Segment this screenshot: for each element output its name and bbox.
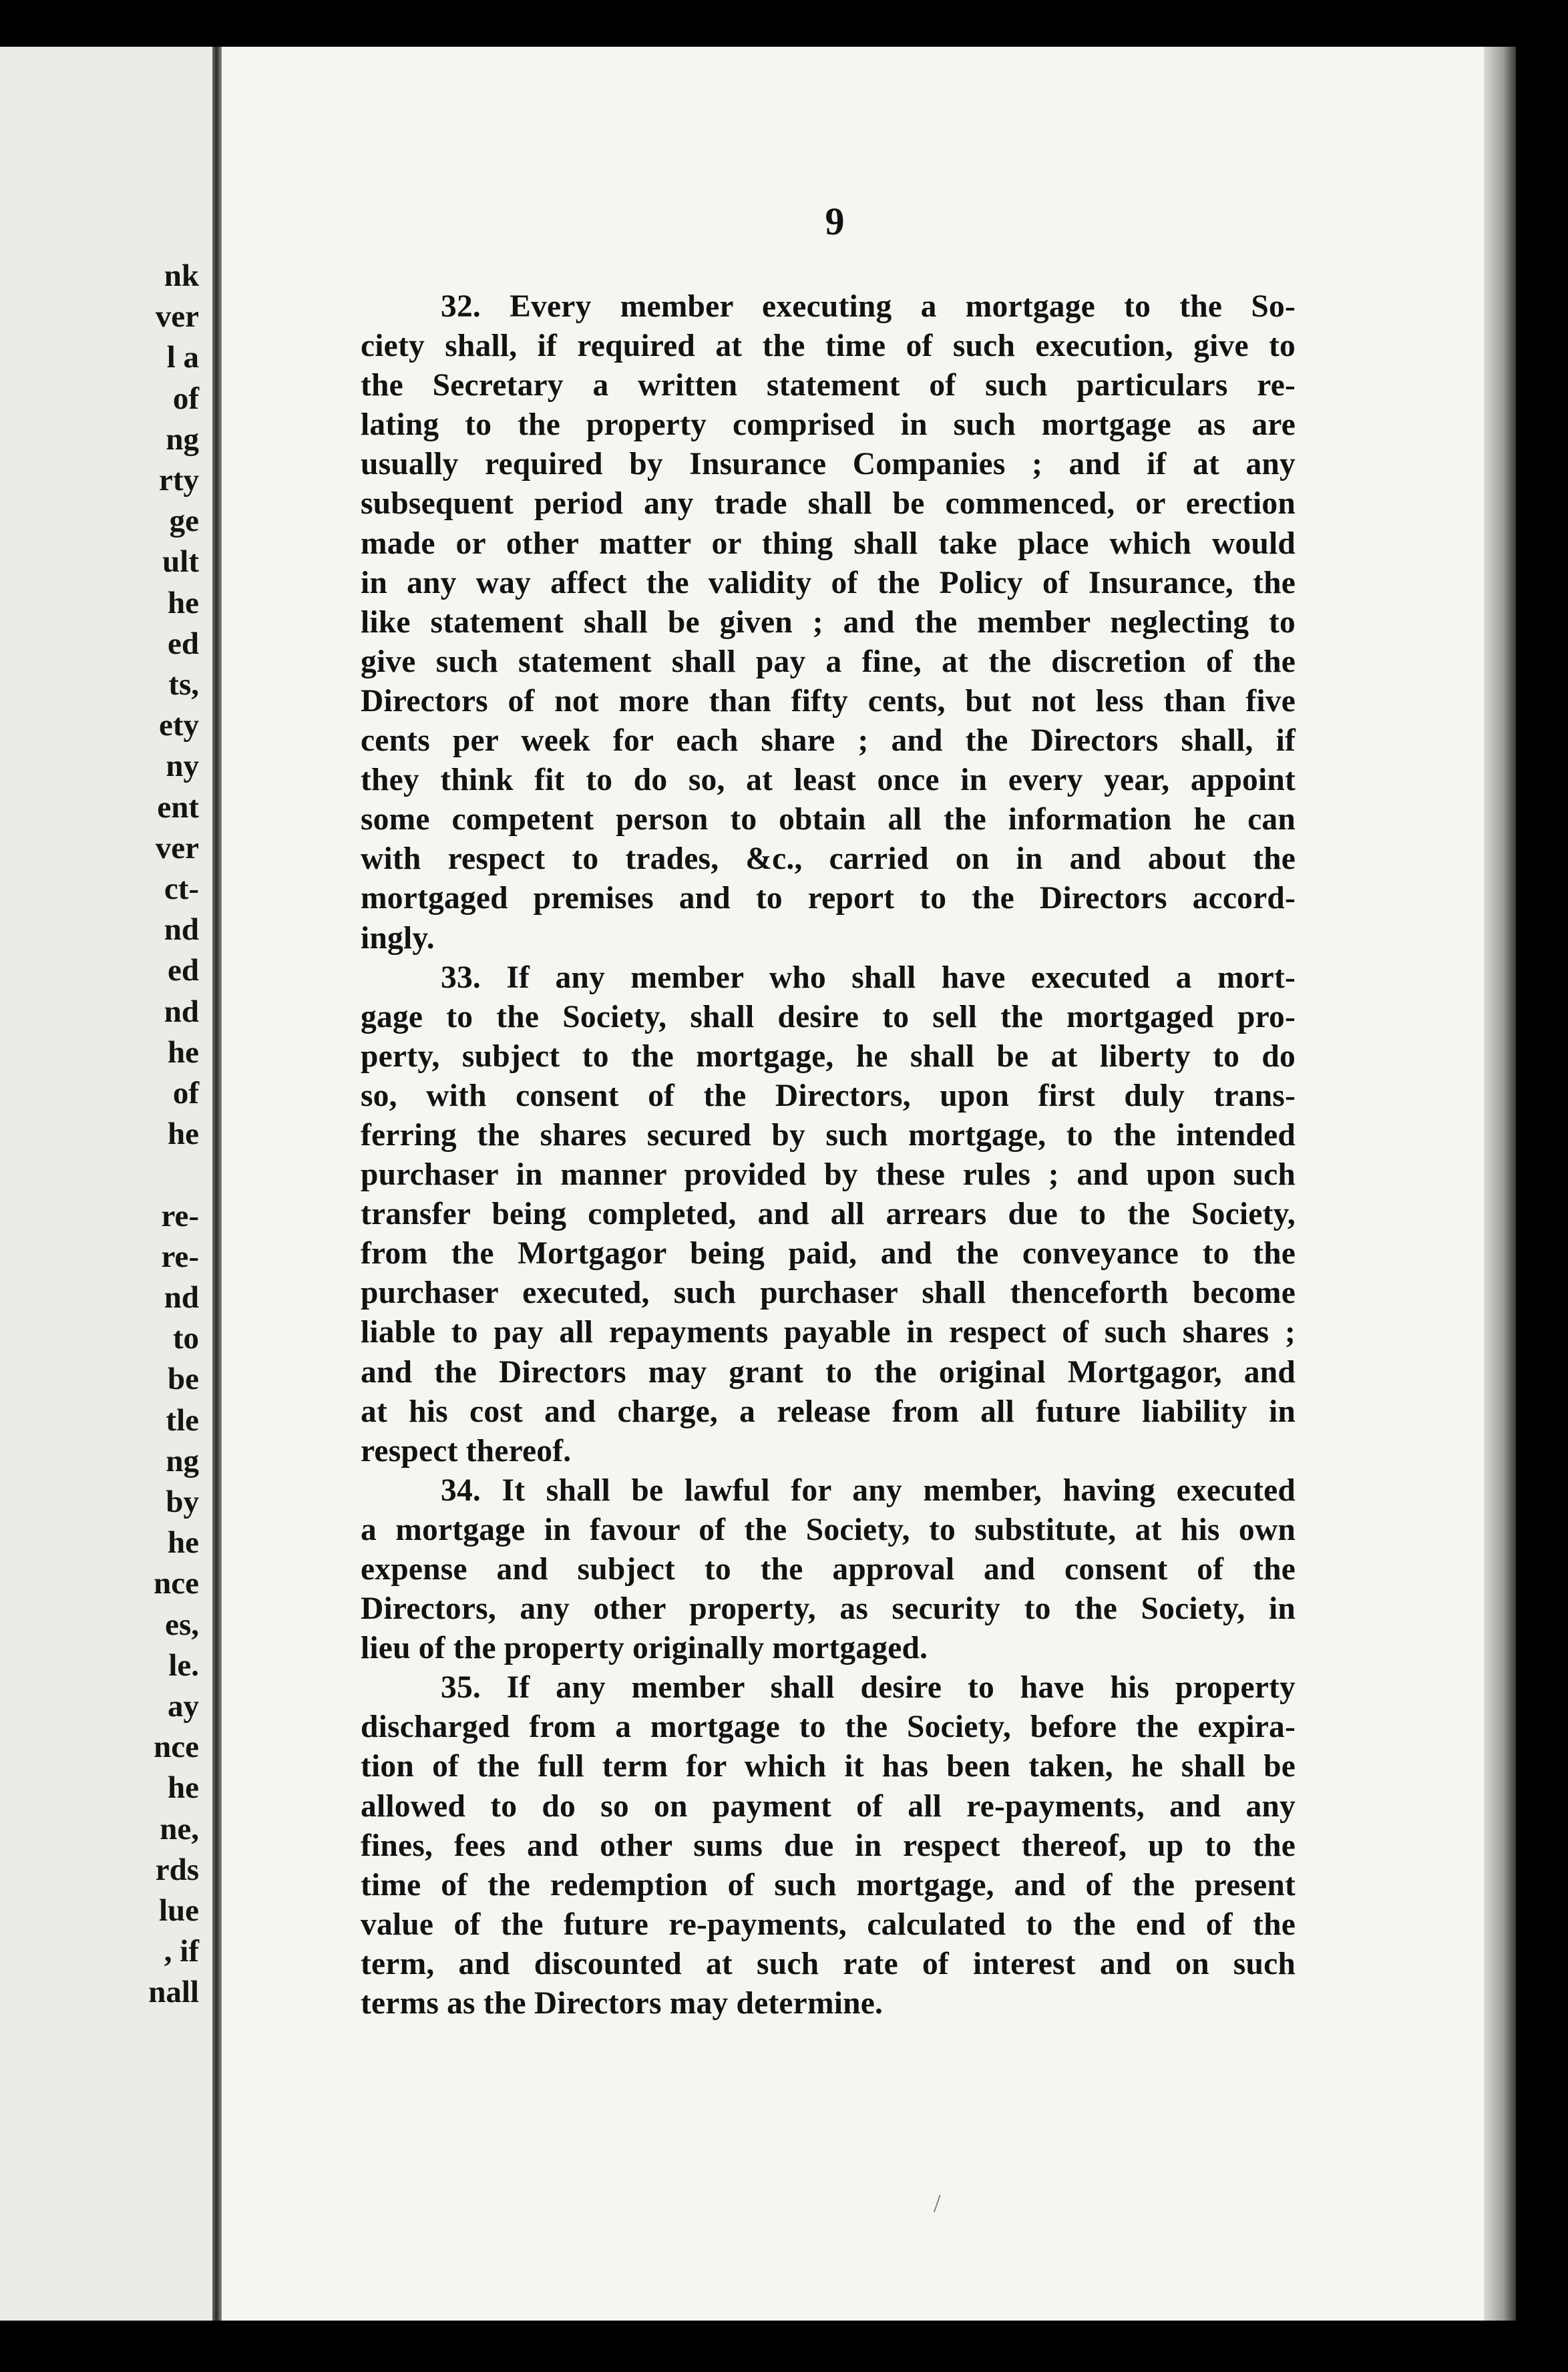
previous-page-fragment: ng [166, 1443, 199, 1478]
text-line: liable to pay all repayments payable in respect of such shares ; [361, 1315, 1296, 1350]
text-line: expense and subject to the approval and consent of the [361, 1552, 1296, 1587]
text-line: ingly. [361, 920, 435, 956]
text-line: value of the future re-payments, calculated to the end of the [361, 1907, 1296, 1942]
previous-page-fragment: ay [168, 1689, 199, 1724]
previous-page-fragment: nd [164, 994, 199, 1029]
previous-page-fragment: ed [168, 953, 199, 988]
text-line: usually required by Insurance Companies ; and if at any [361, 447, 1296, 482]
stray-mark: / [934, 2190, 941, 2218]
text-line: and the Directors may grant to the original Mortgagor, and [361, 1354, 1296, 1390]
previous-page-fragment: re- [161, 1198, 199, 1233]
text-line: mortgaged premises and to report to the Directors accord- [361, 881, 1296, 916]
text-line: so, with consent of the Directors, upon first duly trans- [361, 1078, 1296, 1113]
text-line: they think fit to do so, at least once in every year, appoint [361, 763, 1296, 798]
text-line: purchaser executed, such purchaser shall thenceforth become [361, 1275, 1296, 1311]
previous-page-fragment: nd [164, 1280, 199, 1315]
text-line: lieu of the property originally mortgaged. [361, 1631, 928, 1666]
text-line: with respect to trades, &c., carried on in and about the [361, 841, 1296, 877]
previous-page-fragment: he [168, 585, 199, 620]
text-line: fines, fees and other sums due in respect thereof, up to the [361, 1828, 1296, 1863]
previous-page-fragment: be [168, 1362, 199, 1397]
text-line: like statement shall be given ; and the member neglecting to [361, 604, 1296, 640]
text-line: subsequent period any trade shall be commenced, or erection [361, 486, 1296, 522]
previous-page-fragment: lue [158, 1893, 199, 1928]
text-line: tion of the full term for which it has been taken, he shall be [361, 1749, 1296, 1784]
text-line: from the Mortgagor being paid, and the conveyance to the [361, 1236, 1296, 1271]
text-line: made or other matter or thing shall take place which would [361, 526, 1296, 561]
previous-page-fragment: es, [165, 1607, 199, 1642]
text-line: 34. It shall be lawful for any member, having executed [441, 1472, 1296, 1508]
scanner-border-top [0, 0, 1568, 40]
text-line: 32. Every member executing a mortgage to the So- [441, 289, 1296, 324]
previous-page-fragment: nall [148, 1975, 199, 2010]
previous-page-fragment: ng [166, 421, 199, 457]
page-number: 9 [825, 200, 845, 243]
previous-page-fragment: rds [155, 1852, 199, 1887]
text-line: transfer being completed, and all arrears due to the Society, [361, 1197, 1296, 1232]
previous-page-fragment: nk [164, 258, 199, 293]
previous-page-fragment: nce [154, 1730, 199, 1765]
text-line: some competent person to obtain all the information he can [361, 802, 1296, 837]
text-line: respect thereof. [361, 1433, 572, 1468]
previous-page-fragment: ult [162, 544, 199, 580]
text-line: discharged from a mortgage to the Society, before the expira- [361, 1710, 1296, 1745]
previous-page-fragment: ny [166, 749, 199, 784]
text-line: gage to the Society, shall desire to sell the mortgaged pro- [361, 999, 1296, 1034]
previous-page-fragment: ver [155, 299, 199, 335]
text-line: 33. If any member who shall have executed a mort- [441, 960, 1296, 995]
previous-page-fragment: he [168, 1117, 199, 1152]
text-line: purchaser in manner provided by these rules ; and upon such [361, 1157, 1296, 1193]
previous-page-edge [0, 47, 212, 2321]
rules-text [361, 287, 1296, 2023]
previous-page-fragment: le. [168, 1647, 199, 1683]
previous-page-fragment: ct- [164, 871, 199, 906]
previous-page-fragment: ts, [168, 667, 199, 702]
previous-page-fragment: he [168, 1525, 199, 1561]
previous-page-fragment: ety [158, 708, 199, 743]
page-edge-shadow [1484, 47, 1516, 2321]
previous-page-fragment: , if [164, 1934, 199, 1969]
text-line: 35. If any member shall desire to have his property [441, 1670, 1296, 1706]
previous-page-fragment: to [172, 1321, 199, 1356]
text-line: at his cost and charge, a release from all future liability in [361, 1394, 1296, 1429]
text-line: the Secretary a written statement of such particulars re- [361, 368, 1296, 403]
text-line: term, and discounted at such rate of interest and on such [361, 1946, 1296, 1981]
text-line: time of the redemption of such mortgage, and of the present [361, 1867, 1296, 1903]
text-line: perty, subject to the mortgage, he shall be at liberty to do [361, 1038, 1296, 1074]
book-gutter [212, 47, 222, 2321]
previous-page-fragment: he [168, 1034, 199, 1070]
text-line: in any way affect the validity of the Policy of Insurance, the [361, 565, 1296, 600]
text-line: cents per week for each share ; and the Directors shall, if [361, 723, 1296, 759]
text-line: terms as the Directors may determine. [361, 1986, 884, 2021]
previous-page-fragment: ge [169, 504, 199, 539]
text-line: Directors, any other property, as security to the Society, in [361, 1591, 1296, 1627]
text-line: give such statement shall pay a fine, at the discretion of the [361, 644, 1296, 679]
previous-page-fragment: rty [158, 463, 199, 498]
previous-page-fragment: by [166, 1485, 199, 1519]
previous-page-fragment: ent [157, 789, 199, 825]
previous-page-fragment: ver [155, 830, 199, 865]
text-line: allowed to do so on payment of all re-payments, and any [361, 1788, 1296, 1824]
text-line: Directors of not more than fifty cents, but not less than five [361, 683, 1296, 719]
text-line: ciety shall, if required at the time of such execution, give to [361, 329, 1296, 364]
previous-page-fragment: tle [166, 1402, 199, 1438]
previous-page-fragment: ne, [160, 1811, 199, 1846]
text-line: a mortgage in favour of the Society, to substitute, at his own [361, 1512, 1296, 1547]
previous-page-fragment: of [172, 1076, 199, 1111]
previous-page-fragment: of [172, 381, 199, 416]
previous-page-fragment: he [168, 1770, 199, 1806]
previous-page-fragment: nce [154, 1566, 199, 1601]
previous-page-fragment: l a [166, 340, 199, 375]
previous-page-fragment: ed [168, 626, 199, 661]
text-line: lating to the property comprised in such mortgage as are [361, 407, 1296, 443]
previous-page-fragment: re- [161, 1239, 199, 1274]
text-line: ferring the shares secured by such mortgage, to the intended [361, 1117, 1296, 1153]
previous-page-fragment: nd [164, 912, 199, 948]
